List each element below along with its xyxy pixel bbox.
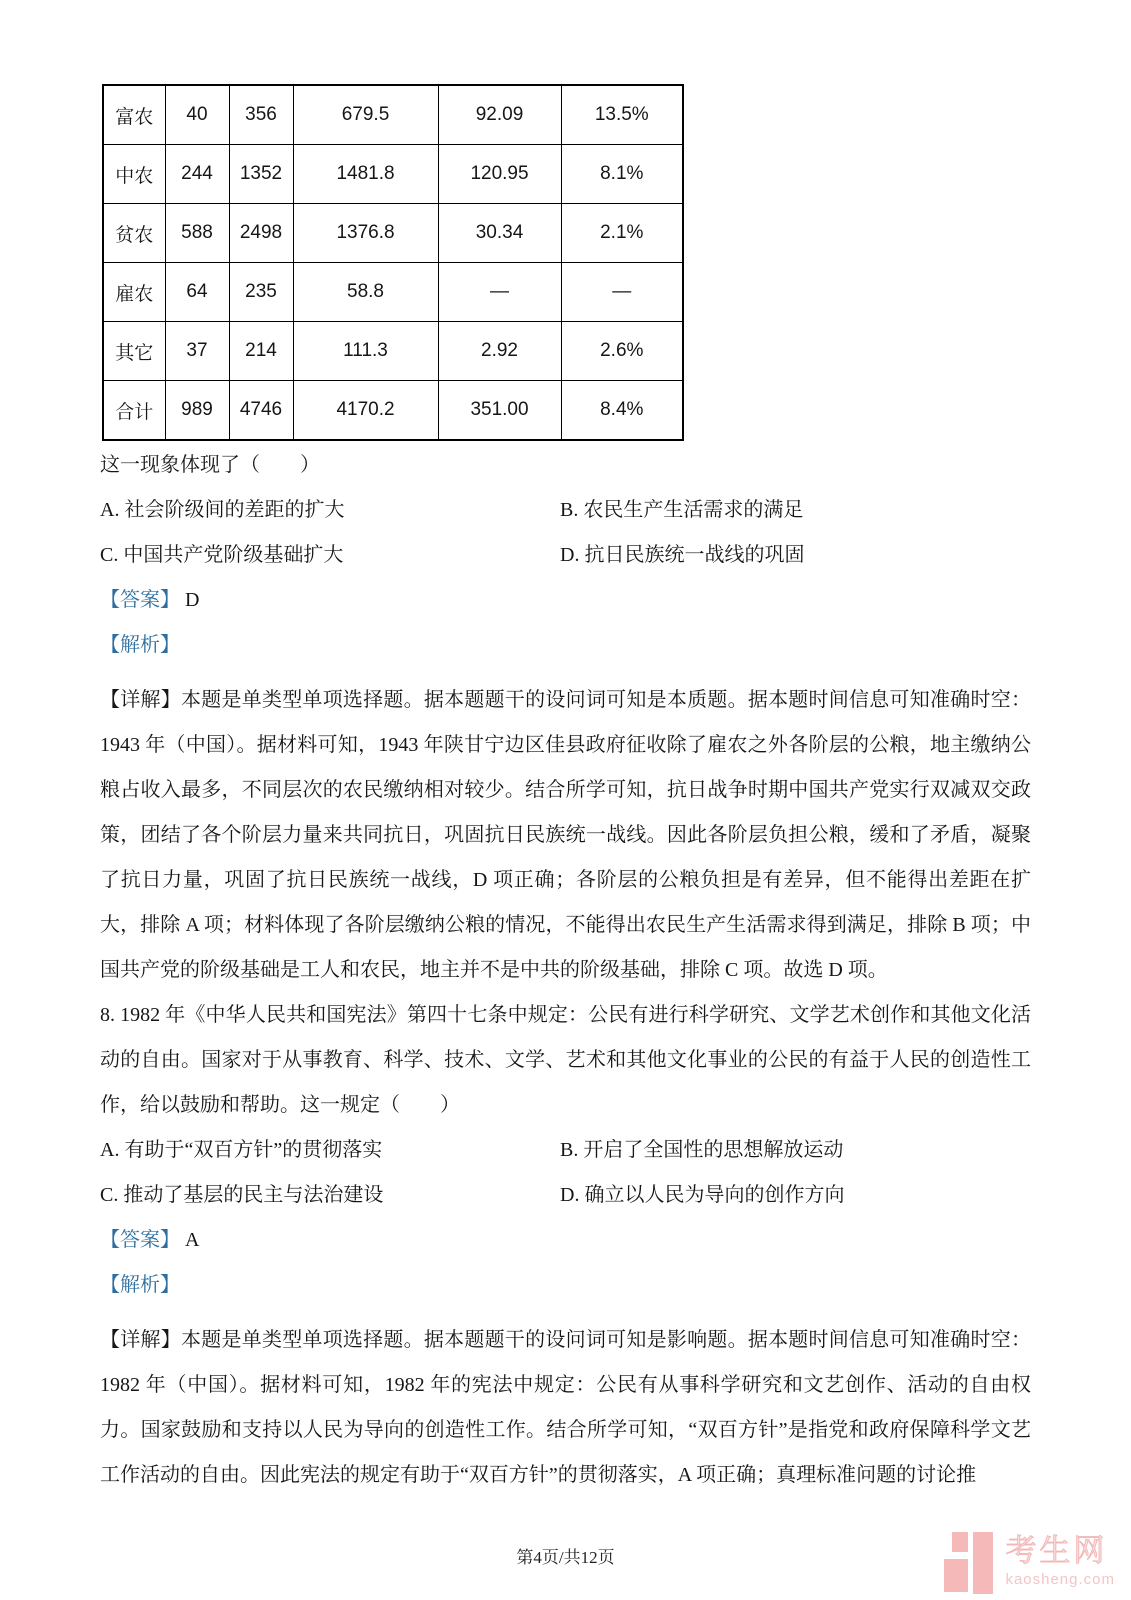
- question-7-analysis-line: [100, 623, 1031, 668]
- table-cell: 2.1%: [561, 204, 683, 263]
- table-cell: 中农: [103, 145, 165, 204]
- answer-value: D: [185, 589, 200, 611]
- table-cell: 2.92: [438, 322, 561, 381]
- answer-value: A: [185, 1229, 200, 1251]
- option-a: A. 有助于“双百方针”的贯彻落实: [100, 1139, 383, 1161]
- analysis-label: 【解析】: [100, 634, 180, 656]
- table-cell: 351.00: [438, 381, 561, 441]
- table-cell: 贫农: [103, 204, 165, 263]
- analysis-label: 【解析】: [100, 1274, 180, 1296]
- table-cell: 其它: [103, 322, 165, 381]
- table-row: [103, 381, 683, 441]
- table-row: [103, 145, 683, 204]
- question-7-options-row-2: [100, 533, 1031, 578]
- table-row: [103, 263, 683, 322]
- question-8-stem: 8. 1982 年《中华人民共和国宪法》第四十七条中规定：公民有进行科学研究、文学艺术创作和其他文化活动的自由。国家对于从事教育、科学、技术、文学、艺术和其他文化事业的公民的有益于人民的创造性工作，给以鼓励和帮助。这一规定（ ）: [100, 1004, 1031, 1116]
- table-cell: 120.95: [438, 145, 561, 204]
- option-d: D. 抗日民族统一战线的巩固: [560, 544, 805, 566]
- page-number: 第4页/共12页: [516, 1548, 615, 1567]
- table-cell: 4170.2: [293, 381, 438, 441]
- table-cell: 1376.8: [293, 204, 438, 263]
- table-cell: 679.5: [293, 85, 438, 145]
- table-cell: 64: [165, 263, 229, 322]
- option-a: A. 社会阶级间的差距的扩大: [100, 499, 345, 521]
- table-cell: 13.5%: [561, 85, 683, 145]
- kaosheng-logo-icon: [944, 1532, 996, 1594]
- table-row: [103, 322, 683, 381]
- question-8-analysis-line: [100, 1263, 1031, 1308]
- watermark-site-url: kaosheng.com: [1005, 1571, 1115, 1588]
- table-cell: 30.34: [438, 204, 561, 263]
- table-cell: —: [561, 263, 683, 322]
- table-cell: —: [438, 263, 561, 322]
- table-cell: 58.8: [293, 263, 438, 322]
- table-cell: 8.4%: [561, 381, 683, 441]
- watermark-text: [1005, 1532, 1115, 1589]
- table-cell: 2498: [229, 204, 293, 263]
- table-cell: 244: [165, 145, 229, 204]
- question-7-detail-paragraph: 【详解】本题是单类型单项选择题。据本题题干的设问词可知是本质题。据本题时间信息可知准确时空：1943 年（中国）。据材料可知，1943 年陕甘宁边区佳县政府征收除了雇农之外各阶层的公粮，地主缴纳公粮占收入最多，不同层次的农民缴纳相对较少。结合所学可知，抗日战争时期中国共产党实行双减双交政策，团结了各个阶层力量来共同抗日，巩固抗日民族统一战线。因此各阶层负担公粮，缓和了矛盾，凝聚了抗日力量，巩固了抗日民族统一战线，D 项正确；各阶层的公粮负担是有差异，但不能得出差距在扩大，排除 A 项；材料体现了各阶层缴纳公粮的情况，不能得出农民生产生活需求得到满足，排除 B 项；中国共产党的阶级基础是工人和农民，地主并不是中共的阶级基础，排除 C 项。故选 D 项。: [100, 689, 1031, 981]
- table-cell: 37: [165, 322, 229, 381]
- table-cell: 4746: [229, 381, 293, 441]
- watermark-logo: [944, 1532, 1115, 1594]
- table-cell: 356: [229, 85, 293, 145]
- table-cell: 1352: [229, 145, 293, 204]
- option-b: B. 开启了全国性的思想解放运动: [560, 1139, 844, 1161]
- table-cell: 8.1%: [561, 145, 683, 204]
- question-8-options-row-1: [100, 1128, 1031, 1173]
- page-content: [100, 84, 1031, 1498]
- table-cell: 92.09: [438, 85, 561, 145]
- question-8-options-row-2: [100, 1173, 1031, 1218]
- answer-label: 【答案】: [100, 1229, 180, 1251]
- table-cell: 111.3: [293, 322, 438, 381]
- table-cell: 588: [165, 204, 229, 263]
- table-cell: 40: [165, 85, 229, 145]
- table-cell: 雇农: [103, 263, 165, 322]
- question-7-options-row-1: [100, 488, 1031, 533]
- option-b: B. 农民生产生活需求的满足: [560, 499, 804, 521]
- table-cell: 1481.8: [293, 145, 438, 204]
- watermark-site-name: 考生网: [1005, 1533, 1108, 1568]
- answer-label: 【答案】: [100, 589, 180, 611]
- option-c: C. 推动了基层的民主与法治建设: [100, 1184, 384, 1206]
- option-d: D. 确立以人民为导向的创作方向: [560, 1184, 845, 1206]
- table-row: [103, 85, 683, 145]
- question-8-answer-line: [100, 1218, 1031, 1263]
- option-c: C. 中国共产党阶级基础扩大: [100, 544, 344, 566]
- grain-tax-table: [102, 84, 684, 441]
- question-8-detail-paragraph: 【详解】本题是单类型单项选择题。据本题题干的设问词可知是影响题。据本题时间信息可知准确时空：1982 年（中国）。据材料可知，1982 年的宪法中规定：公民有从事科学研究和文艺创作、活动的自由权力。国家鼓励和支持以人民为导向的创造性工作。结合所学可知，“双百方针”是指党和政府保障科学文艺工作活动的自由。因此宪法的规定有助于“双百方针”的贯彻落实，A 项正确；真理标准问题的讨论推: [100, 1329, 1031, 1486]
- table-cell: 2.6%: [561, 322, 683, 381]
- table-cell: 合计: [103, 381, 165, 441]
- table-row: [103, 204, 683, 263]
- table-cell: 989: [165, 381, 229, 441]
- table-cell: 214: [229, 322, 293, 381]
- table-cell: 富农: [103, 85, 165, 145]
- table-cell: 235: [229, 263, 293, 322]
- question-7-answer-line: [100, 578, 1031, 623]
- question-7-stem: 这一现象体现了（ ）: [100, 454, 320, 476]
